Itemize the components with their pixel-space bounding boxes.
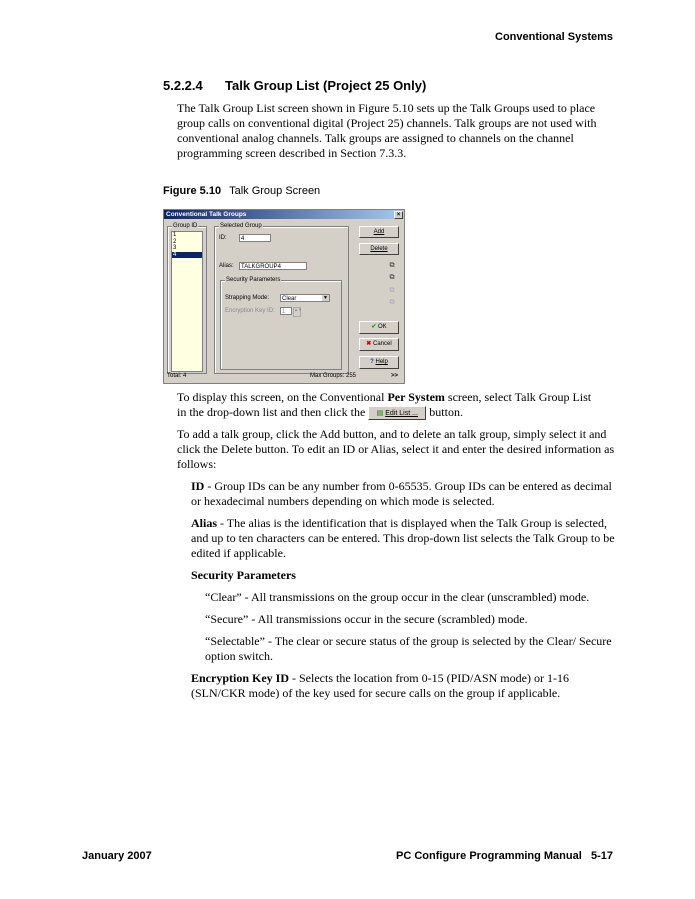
display-text-1: To display this screen, on the Conventional (177, 390, 388, 404)
add-paragraph: To add a talk group, click the Add button, and to delete an talk group, simply select it and click the Delete button. To edit an ID or Alias, select it and enter the desired information as follows: (177, 427, 615, 472)
display-paragraph (177, 390, 617, 420)
x-icon: ✖ (366, 341, 372, 347)
id-term: ID (191, 479, 205, 494)
display-text-3: in the drop-down list and then click the (177, 405, 366, 419)
more-button[interactable]: >> (390, 373, 398, 379)
footer-date: January 2007 (82, 850, 152, 862)
encryption-description: - Selects the location from 0-15 (PID/ASN mode) or 1-16 (SLN/CKR mode) of the key used for secure calls on the group if applicable. (191, 671, 569, 701)
section-number: 5.2.2.4 (163, 78, 203, 93)
key-field[interactable]: 1 (280, 307, 292, 315)
section-title: Talk Group List (Project 25 Only) (225, 78, 427, 93)
paste-disabled-icon: ⧉ (389, 299, 395, 306)
section-heading (163, 78, 426, 93)
secure-paragraph: “Secure” - All transmissions occur in the secure (scrambled) mode. (205, 612, 528, 627)
help-icon: ? (370, 359, 374, 365)
figure-title: Talk Group Screen (229, 185, 321, 197)
intro-paragraph (177, 101, 617, 168)
security-params-box (220, 277, 342, 370)
figure-label: Figure 5.10 (163, 185, 222, 197)
list-item-selected[interactable]: 4 (172, 252, 202, 259)
running-header: Conventional Systems (495, 31, 613, 43)
close-icon[interactable]: × (394, 211, 403, 219)
alias-label: Alias: (219, 263, 234, 269)
clear-paragraph: “Clear” - All transmissions on the group occur in the clear (unscrambled) mode. (205, 590, 590, 605)
per-system-term: Per System (387, 390, 445, 404)
add-button[interactable] (359, 226, 399, 238)
group-id-box (167, 223, 207, 374)
id-field[interactable]: 4 (239, 234, 271, 242)
id-paragraph (191, 479, 617, 509)
add-label: Add (373, 229, 385, 235)
body-content (177, 390, 617, 708)
encryption-term: Encryption Key ID (191, 671, 290, 686)
group-id-label: Group ID (173, 223, 198, 229)
cancel-button[interactable] (359, 338, 399, 351)
key-label: Encryption Key ID: (225, 308, 275, 314)
dialog-titlebar (164, 210, 404, 219)
alias-description: - The alias is the identification that is displayed when the Talk Group is selected, and up to ten characters can be entered. This drop-down list selects the Talk Group to be edited if applicable. (191, 516, 615, 561)
key-spinner[interactable]: ▲▼ (293, 307, 301, 317)
copy-disabled-icon: ⧉ (389, 287, 395, 294)
list-icon: ▤ (376, 410, 384, 418)
group-id-list[interactable] (171, 231, 203, 372)
delete-label: Delete (370, 246, 388, 252)
alias-term: Alias (191, 516, 218, 531)
strapping-select[interactable] (280, 294, 330, 302)
alias-field[interactable]: TALKGROUP4 (239, 262, 307, 270)
security-label: Security Parameters (226, 277, 281, 283)
total-count: Total: 4 (167, 373, 187, 379)
strapping-value: Clear (282, 296, 297, 302)
list-item[interactable]: 1 (173, 232, 177, 238)
selected-group-box (214, 223, 349, 374)
encryption-paragraph (191, 671, 617, 701)
help-button[interactable] (359, 356, 399, 369)
list-item[interactable]: 2 (173, 238, 177, 245)
selected-group-label: Selected Group (220, 223, 262, 229)
list-item[interactable]: 3 (173, 245, 177, 251)
id-description: - Group IDs can be any number from 0-65535. Group IDs can be entered as decimal or hexadecimal numbers depending on which mode is selected. (191, 479, 612, 509)
delete-button[interactable] (359, 243, 399, 255)
selectable-paragraph: “Selectable” - The clear or secure status of the group is selected by the Clear/ Secure option switch. (205, 634, 612, 664)
max-groups: Max Groups: 255 (310, 373, 357, 379)
security-heading-text: Security Parameters (191, 568, 296, 583)
page-number: 5-17 (590, 850, 613, 862)
ok-button[interactable] (359, 321, 399, 334)
footer-manual (396, 850, 613, 862)
security-heading (191, 568, 617, 583)
dialog-title: Conventional Talk Groups (166, 211, 247, 218)
cancel-label: Cancel (373, 341, 392, 347)
manual-title: PC Configure Programming Manual (396, 850, 582, 862)
help-label: Help (375, 359, 388, 365)
dialog-status-bar (167, 373, 398, 381)
paste-icon[interactable]: ⧉ (389, 274, 395, 281)
alias-paragraph (191, 516, 617, 561)
figure-caption (163, 185, 320, 197)
chevron-down-icon: ▼ (323, 295, 328, 301)
check-icon: ✔ (371, 324, 377, 330)
talk-group-dialog (163, 209, 405, 384)
ok-label: OK (378, 324, 387, 330)
edit-list-label: Edit List ... (385, 410, 418, 418)
copy-icon[interactable]: ⧉ (389, 262, 395, 269)
id-label: ID: (219, 235, 227, 241)
strapping-label: Strapping Mode: (225, 295, 270, 301)
display-text-4: button. (429, 405, 463, 419)
edit-list-button (368, 406, 426, 420)
intro-text: The Talk Group List screen shown in Figure 5.10 sets up the Talk Groups used to place group calls on conventional digital (Project 25) channels. Talk groups are not used with conventional analog channels. Talk groups are assigned to channels on the channel programming screen described in Section 7.3.3. (177, 101, 597, 160)
display-text-2: screen, select Talk Group List (444, 390, 592, 404)
